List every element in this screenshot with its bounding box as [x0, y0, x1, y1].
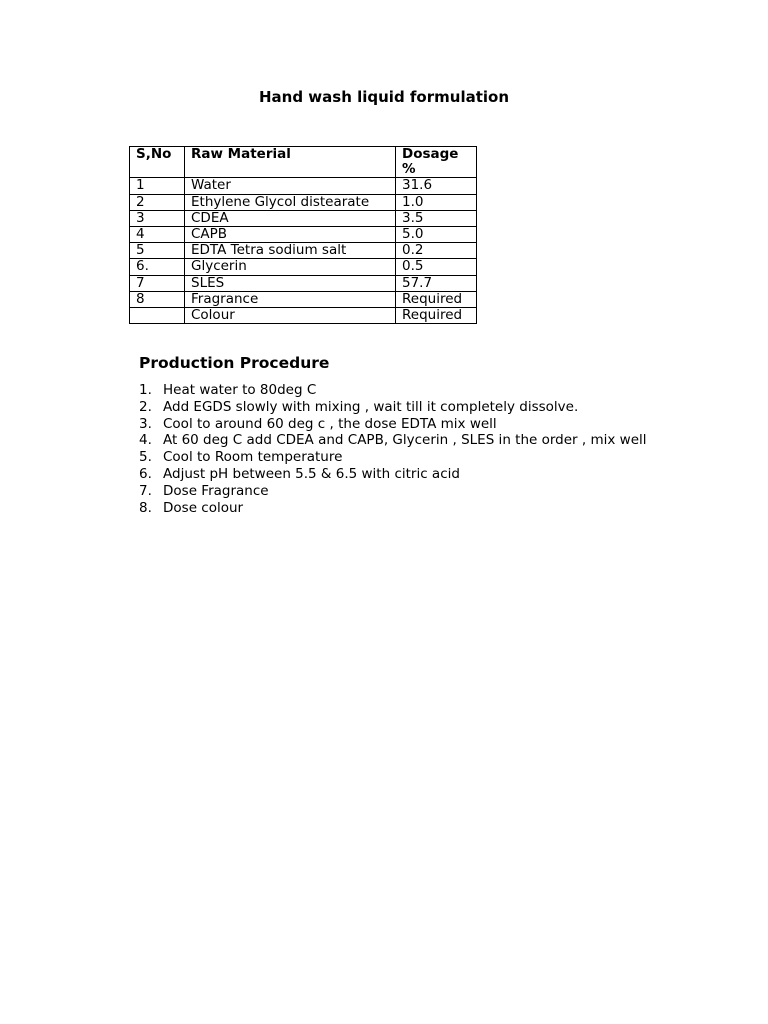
cell-material: Colour	[185, 308, 396, 324]
table-row	[130, 194, 477, 210]
cell-sno: 4	[130, 227, 185, 243]
step-text: Add EGDS slowly with mixing , wait till it completely dissolve.	[163, 398, 579, 415]
cell-material: SLES	[185, 275, 396, 291]
step-number: 7.	[139, 482, 152, 499]
step-text: At 60 deg C add CDEA and CAPB, Glycerin , SLES in the order , mix well	[163, 432, 647, 449]
step-number: 8.	[139, 499, 152, 516]
cell-sno: 1	[130, 178, 185, 194]
table-row	[130, 291, 477, 307]
step-text: Dose Fragrance	[163, 482, 269, 499]
cell-material: Fragrance	[185, 291, 396, 307]
document-title: Hand wash liquid formulation	[258, 88, 510, 106]
table-row	[130, 243, 477, 259]
cell-dosage: Required	[396, 308, 477, 324]
cell-sno: 7	[130, 275, 185, 291]
step-text: Cool to around 60 deg c , the dose EDTA mix well	[163, 415, 497, 432]
step-number: 1.	[139, 382, 152, 398]
list-item	[139, 416, 659, 433]
table-row	[130, 275, 477, 291]
cell-material: CDEA	[185, 210, 396, 226]
cell-sno: 2	[130, 194, 185, 210]
list-item	[139, 432, 659, 449]
cell-dosage: Required	[396, 291, 477, 307]
cell-sno	[130, 308, 185, 324]
header-raw-material: Raw Material	[185, 147, 396, 178]
list-item	[139, 483, 659, 500]
cell-material: Ethylene Glycol distearate	[185, 194, 396, 210]
table-row	[130, 259, 477, 275]
header-sno: S,No	[130, 147, 185, 178]
step-text: Adjust pH between 5.5 & 6.5 with citric acid	[163, 465, 460, 482]
cell-dosage: 1.0	[396, 194, 477, 210]
procedure-heading: Production Procedure	[139, 354, 330, 372]
table-header-row	[130, 147, 477, 178]
cell-dosage: 0.2	[396, 243, 477, 259]
step-number: 4.	[139, 432, 152, 449]
list-item	[139, 382, 659, 399]
list-item	[139, 449, 659, 466]
step-number: 6.	[139, 465, 152, 482]
cell-sno: 5	[130, 243, 185, 259]
list-item	[139, 500, 659, 517]
cell-sno: 6.	[130, 259, 185, 275]
cell-material: EDTA Tetra sodium salt	[185, 243, 396, 259]
cell-material: CAPB	[185, 227, 396, 243]
table-row	[130, 227, 477, 243]
step-number: 5.	[139, 449, 152, 466]
table-row	[130, 308, 477, 324]
step-text: Cool to Room temperature	[163, 449, 343, 466]
step-number: 3.	[139, 415, 152, 432]
cell-dosage: 57.7	[396, 275, 477, 291]
cell-material: Glycerin	[185, 259, 396, 275]
list-item	[139, 399, 659, 416]
step-number: 2.	[139, 398, 152, 415]
cell-sno: 3	[130, 210, 185, 226]
step-text: Dose colour	[163, 499, 244, 516]
cell-material: Water	[185, 178, 396, 194]
cell-sno: 8	[130, 291, 185, 307]
header-dosage: Dosage %	[396, 147, 477, 178]
formulation-table	[129, 146, 477, 324]
list-item	[139, 466, 659, 483]
cell-dosage: 0.5	[396, 259, 477, 275]
table-row	[130, 210, 477, 226]
table-row	[130, 178, 477, 194]
cell-dosage: 5.0	[396, 227, 477, 243]
procedure-list	[139, 382, 659, 516]
cell-dosage: 31.6	[396, 178, 477, 194]
step-text: Heat water to 80deg C	[163, 382, 317, 398]
cell-dosage: 3.5	[396, 210, 477, 226]
